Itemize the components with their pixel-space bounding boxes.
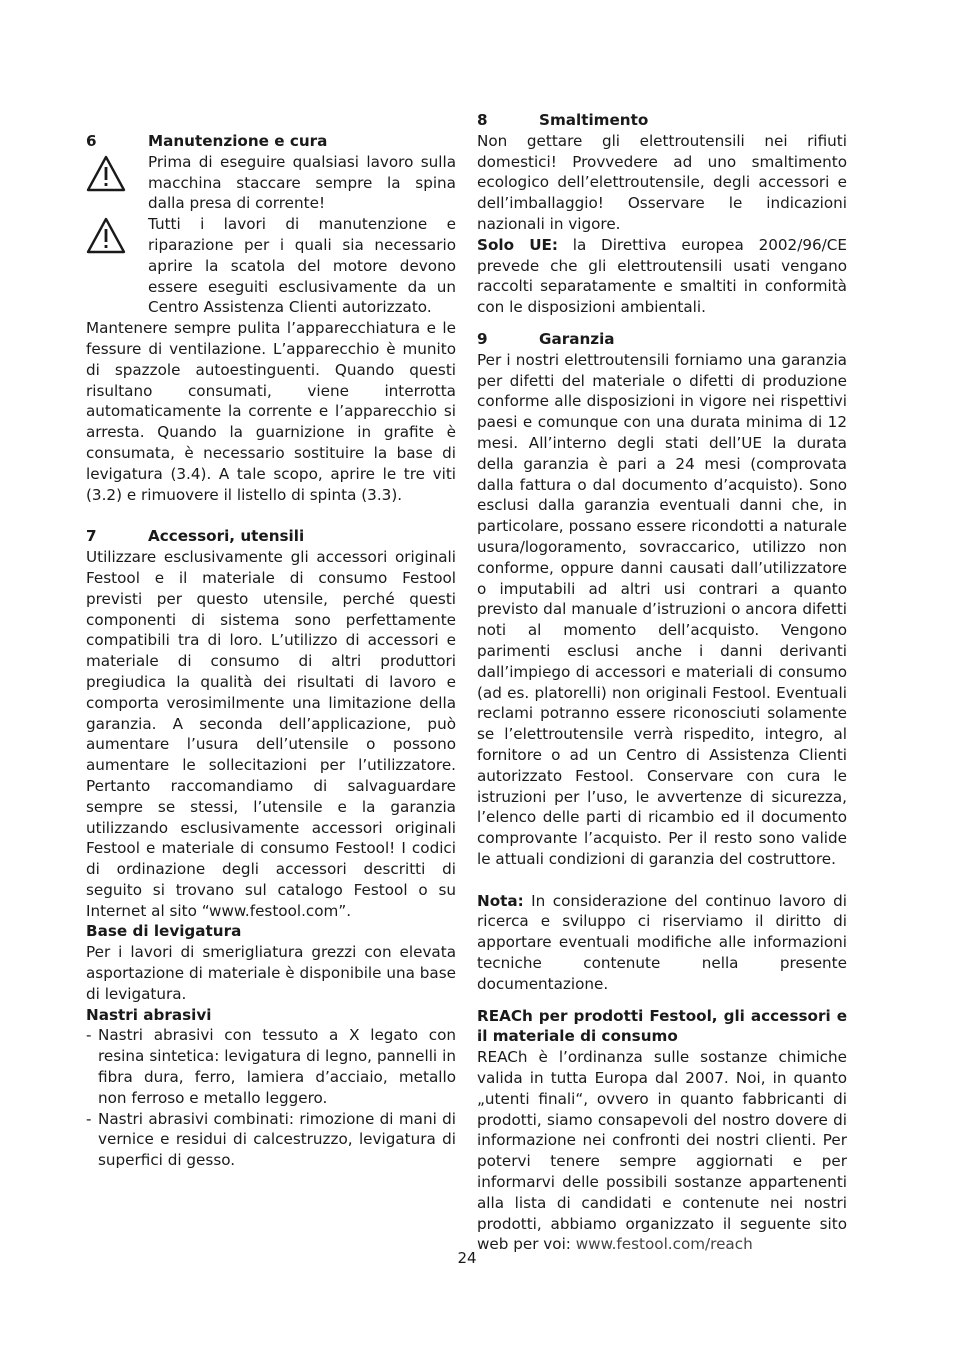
section-number: 7 — [86, 527, 97, 546]
subheading-base: Base di levigatura — [86, 922, 242, 941]
section-8-heading — [477, 110, 847, 131]
list-item-text: Nastri abrasivi combinati: rimozione di mani di vernice e residui di calcestruzzo, levigatura di superfici di gesso. — [98, 1109, 456, 1170]
section-7-body: Utilizzare esclusivamente gli accessori originali Festool e il materiale di consumo Festool previsti per questo utensile, perché questi componenti di sistema sono perfettamente compatibili tra di loro. L’utilizzo di accessori e materiale di consumo di altri produttori pregiudica la qualità dei risultati di lavoro e comporta verosimilmente una limitazione della garanzia. A seconda dell’applicazione, può aumentare l’usura dell’utensile o possono aumentare le sollecitazioni per l’utilizzatore. Pertanto raccomandiamo di salvaguardare sempre se stessi, l’utensile e la garanzia utilizzando esclusivamente accessori originali Festool e materiale di consumo Festool! I codici di ordinazione degli accessori descritti di seguito si trovano sul catalogo Festool o su Internet al sito “www.festool.com”. — [86, 548, 456, 920]
ue-body: la Direttiva europea 2002/96/CE prevede che gli elettroutensili usati vengano raccolti separatamente e smaltiti in conformità con le disposizioni ambientali. — [477, 235, 847, 317]
warning-unplug — [86, 152, 456, 214]
section-number: 6 — [86, 132, 97, 150]
base-body: Per i lavori di smerigliatura grezzi con elevata asportazione di materiale è disponibile una base di levigatura. — [86, 943, 456, 1003]
left-column — [86, 131, 456, 1171]
section-title: Smaltimento — [539, 111, 649, 129]
reach-text: REACh è l’ordinanza sulle sostanze chimiche valida in tutta Europa dal 2007. Noi, in quanto „utenti finali“, ovvero in quanto fabbricanti di prodotti, siamo consapevoli del nostro dovere di informazione nei confronti dei nostri clienti. Per potervi tenere sempre aggiornati e per informarvi delle possibili sostanze appartenenti alla lista di candidati e contenute nei nostri prodotti, abbiamo organizzato il seguente sito web per voi: — [477, 1048, 847, 1254]
section-7-heading — [86, 526, 456, 547]
list-dash: - — [86, 1026, 92, 1045]
reach-heading: REACh per prodotti Festool, gli accessori e il materiale di consumo — [477, 1006, 847, 1046]
list-item — [86, 1025, 456, 1108]
section-6-heading — [86, 131, 456, 152]
section-6-body: Mantenere sempre pulita l’apparecchiatura e le fessure di ventilazione. L’apparecchio è munito di spazzole autoestinguenti. Quando questi risultano consumati, viene interrotta automaticamente la corrente e l’apparecchio si arresta. Quando la guarnizione in grafite è consumata, è necessario sostituire la base di levigatura (3.4). A tale scopo, aprire le tre viti (3.2) e rimuovere il listello di spinta (3.3). — [86, 319, 456, 504]
list-dash: - — [86, 1109, 92, 1128]
section-8-ue — [477, 235, 847, 318]
warning-text: Tutti i lavori di manutenzione e riparazione per i quali sia necessario aprire la scatola del motore devono essere eseguiti esclusivamente da un Centro Assistenza Clienti autorizzato. — [148, 215, 456, 317]
subheading-nastri: Nastri abrasivi — [86, 1005, 212, 1024]
reach-link[interactable]: www.festool.com/reach — [575, 1235, 753, 1254]
section-title: Manutenzione e cura — [148, 132, 328, 150]
nota-label: Nota: — [477, 891, 524, 910]
reach-body — [477, 1047, 847, 1255]
nota — [477, 891, 847, 995]
nota-body: In considerazione del continuo lavoro di ricerca e sviluppo ci riserviamo il diritto di apportare eventuali modifiche alle informazioni tecniche contenute nella presente documentazione. — [477, 891, 847, 993]
page-number: 24 — [457, 1249, 477, 1267]
section-9-body: Per i nostri elettroutensili forniamo una garanzia per difetti del materiale o difetti di produzione conforme alle disposizioni in vigore nei rispettivi paesi e comunque con una durata minima di 12 mesi. All’interno degli stati dell’UE la durata della garanzia è pari a 24 mesi (comprovata dalla fattura o dal documento d’acquisto). Sono esclusi dalla garanzia eventuali danni che, in particolare, possano essere ricondotti a naturale usura/logoramento, sovraccarico, utilizzo non conforme, oppure danni causati dall’utilizzatore o imputabili ad altri usi contrari a quanto previsto dal manuale d’istruzioni o ancora difetti noti al momento dell’acquisto. Vengono parimenti esclusi anche i danni derivanti dall’impiego di accessori e materiali di consumo (ad es. platorelli) non originali Festool. Eventuali reclami potranno essere riconosciuti solamente se l’elettroutensile verrà rispedito, integro, al fornitore o ad un Centro di Assistenza Clienti autorizzato Festool. Conservare con cura le istruzioni per l’uso, le avvertenze di sicurezza, l’elenco delle parti di ricambio ed il documento comprovante l’acquisto. Per il resto sono valide le attuali condizioni di garanzia del costruttore. — [477, 350, 847, 868]
section-title: Garanzia — [539, 329, 615, 348]
warning-service — [86, 214, 456, 318]
warning-triangle-icon — [86, 152, 148, 214]
list-item-text: Nastri abrasivi con tessuto a X legato con resina sintetica: levigatura di legno, pannelli in fibra dura, ferro, lamiera d’acciaio, metallo non ferroso e metallo leggero. — [98, 1026, 456, 1107]
section-title: Accessori, utensili — [148, 527, 305, 546]
list-item — [86, 1109, 456, 1171]
section-number: 9 — [477, 329, 488, 348]
section-8-body: Non gettare gli elettroutensili nei rifiuti domestici! Provvedere ad uno smaltimento ecologico dell’elettroutensile, degli accessori e dell’imballaggio! Osservare le indicazioni nazionali in vigore. — [477, 131, 847, 233]
right-column — [477, 110, 847, 1255]
warning-text: Prima di eseguire qualsiasi lavoro sulla macchina staccare sempre la spina dalla presa di corrente! — [148, 152, 456, 213]
section-number: 8 — [477, 111, 488, 129]
section-9-heading — [477, 329, 847, 350]
ue-label: Solo UE: — [477, 235, 558, 254]
warning-triangle-icon — [86, 214, 148, 318]
